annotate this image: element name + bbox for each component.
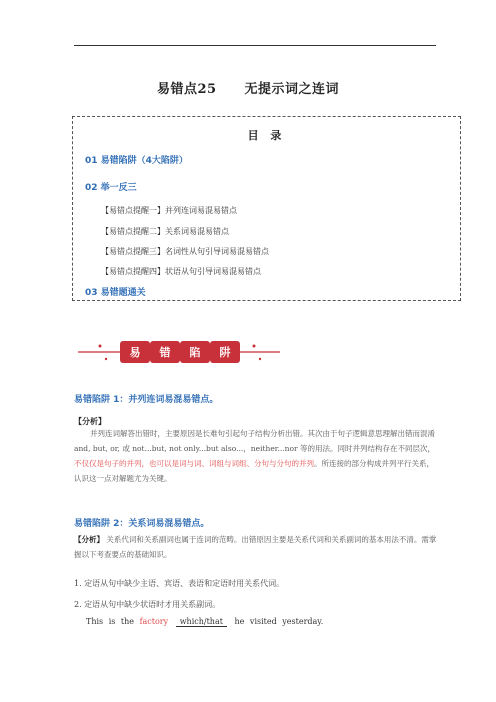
toc-item-2: 【易错点提醒二】关系词易混易错点 bbox=[101, 227, 229, 236]
page-title bbox=[0, 78, 496, 97]
example-sentence bbox=[86, 617, 323, 627]
trap-1-highlight: 不仅仅是句子的并列，也可以是词与词、词组与词组、分句与分句的并列 bbox=[74, 459, 314, 468]
banner-char-2 bbox=[150, 341, 180, 363]
trap-1-text-end: 。所连接的部分构成并列平行关系，认识这一点对解题尤为关键。 bbox=[74, 459, 434, 483]
trap-2-point-2: 2. 定语从句中缺少状语时才用关系副词。 bbox=[74, 600, 221, 609]
banner-char-3 bbox=[180, 341, 210, 363]
trap-1-text: 并列连词解答出错时，主要原因是长难句引起句子结构分析出错。其次由于句子逻辑意思理解出错而混淆 and, but, or, 或 not...but, not only...but also...，neither...nor 等的用法。同时并列结构存在不同层次， bbox=[74, 429, 435, 453]
example-pre: This is the bbox=[86, 617, 135, 626]
toc-section-2: 02 举一反三 bbox=[85, 183, 137, 193]
example-post: he visited yesterday. bbox=[234, 617, 324, 626]
banner-dot bbox=[253, 345, 256, 348]
trap-2-point-1: 1. 定语从句中缺少主语、宾语、表语和定语时用关系代词。 bbox=[74, 579, 285, 588]
toc-item-4: 【易错点提醒四】状语从句引导词易混易错点 bbox=[101, 267, 261, 276]
svg-text:阱: 阱 bbox=[219, 346, 231, 359]
table-of-contents bbox=[72, 116, 461, 301]
banner-char-1 bbox=[120, 341, 150, 363]
toc-section-3: 03 易错题通关 bbox=[85, 288, 146, 298]
toc-section-1: 01 易错陷阱（4大陷阱） bbox=[85, 156, 188, 166]
svg-text:陷: 陷 bbox=[189, 346, 201, 359]
trap-2-paragraph bbox=[74, 532, 440, 562]
trap-banner bbox=[74, 338, 284, 366]
svg-text:错: 错 bbox=[159, 346, 171, 359]
trap-2-title: 易错陷阱 2：关系词易混易错点。 bbox=[74, 519, 210, 529]
banner-dot bbox=[105, 358, 107, 360]
header-rule bbox=[74, 45, 436, 46]
trap-1-label: 【分析】 bbox=[74, 417, 106, 426]
banner-dot bbox=[259, 358, 261, 360]
page-title-right: 无提示词之连词 bbox=[244, 82, 340, 97]
trap-1-paragraph bbox=[74, 426, 440, 486]
example-antecedent: factory bbox=[139, 617, 169, 626]
toc-heading: 目 录 bbox=[247, 129, 286, 142]
banner-dot bbox=[99, 345, 102, 348]
example-answer-blank: which/that bbox=[176, 617, 227, 627]
trap-2-text: 关系代词和关系副词也属于连词的范畴。出错原因主要是关系代词和关系副词的基本用法不清。需掌握以下考查要点的基础知识。 bbox=[74, 535, 437, 559]
trap-2-label: 【分析】 bbox=[74, 535, 104, 544]
page-title-left: 易错点25 bbox=[156, 82, 217, 97]
svg-text:易: 易 bbox=[129, 346, 141, 359]
banner-char-4 bbox=[210, 341, 240, 363]
trap-1-title: 易错陷阱 1：并列连词易混易错点。 bbox=[74, 395, 219, 405]
toc-item-1: 【易错点提醒一】并列连词易混易错点 bbox=[101, 206, 237, 215]
toc-item-3: 【易错点提醒三】名词性从句引导词易混易错点 bbox=[101, 247, 269, 256]
